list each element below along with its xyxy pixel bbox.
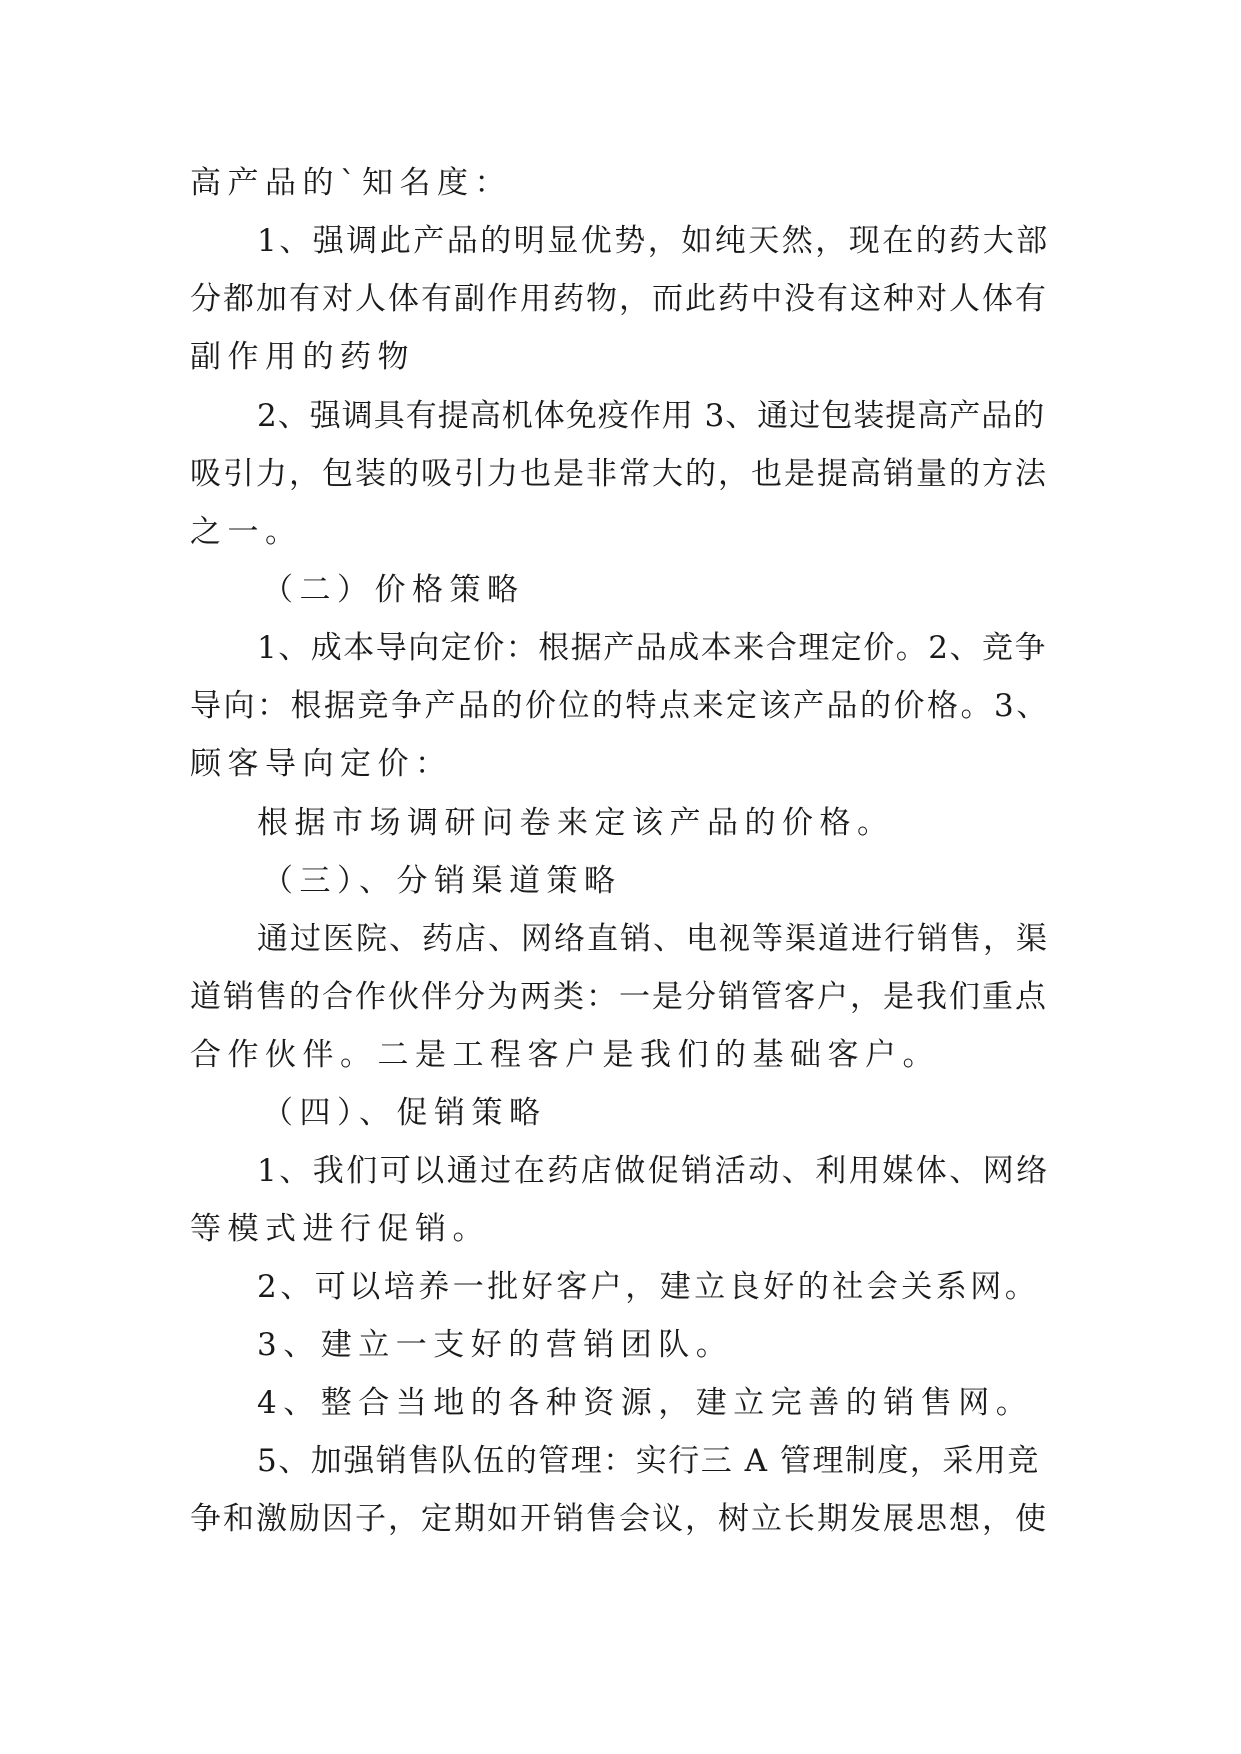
text-line-15: 道销售的合作伙伴分为两类：一是分销管客户，是我们重点 <box>190 979 1048 1015</box>
text-line-20: 2、可以培养一批好客户，建立良好的社会关系网。 <box>257 1269 1040 1305</box>
text-line-2: 1、强调此产品的明显优势，如纯天然，现在的药大部 <box>257 223 1050 259</box>
text-line-22: 4、整合当地的各种资源，建立完善的销售网。 <box>257 1385 1034 1421</box>
text-line-18: 1、我们可以通过在药店做促销活动、利用媒体、网络 <box>257 1153 1050 1189</box>
text-line-9: 1、成本导向定价：根据产品成本来合理定价。2、竞争 <box>257 630 1047 666</box>
text-line-6: 吸引力，包装的吸引力也是非常大的，也是提高销量的方法 <box>190 456 1048 492</box>
text-line-14: 通过医院、药店、网络直销、电视等渠道进行销售，渠 <box>257 921 1049 957</box>
text-line-3: 分都加有对人体有副作用药物，而此药中没有这种对人体有 <box>190 281 1048 317</box>
text-line-4: 副作用的药物 <box>190 339 415 375</box>
section-heading-promotion: （四）、促销策略 <box>262 1095 547 1131</box>
text-line-1: 高产品的`知名度： <box>190 165 512 201</box>
section-heading-distribution: （三）、分销渠道策略 <box>262 863 622 899</box>
text-line-11: 顾客导向定价： <box>190 746 453 782</box>
text-line-10: 导向：根据竞争产品的价位的特点来定该产品的价格。3、 <box>190 688 1050 724</box>
text-line-23: 5、加强销售队伍的管理：实行三 A 管理制度，采用竞 <box>257 1443 1040 1479</box>
text-line-7: 之一。 <box>190 514 303 550</box>
text-line-12: 根据市场调研问卷来定该产品的价格。 <box>257 805 895 841</box>
section-heading-pricing: （二）价格策略 <box>262 572 525 608</box>
text-line-19: 等模式进行促销。 <box>190 1211 490 1247</box>
text-line-16: 合作伙伴。二是工程客户是我们的基础客户。 <box>190 1037 940 1073</box>
text-line-5: 2、强调具有提高机体免疫作用 3、通过包装提高产品的 <box>257 398 1046 434</box>
text-line-21: 3、建立一支好的营销团队。 <box>257 1327 734 1363</box>
text-line-24: 争和激励因子，定期如开销售会议，树立长期发展思想，使 <box>190 1501 1048 1537</box>
